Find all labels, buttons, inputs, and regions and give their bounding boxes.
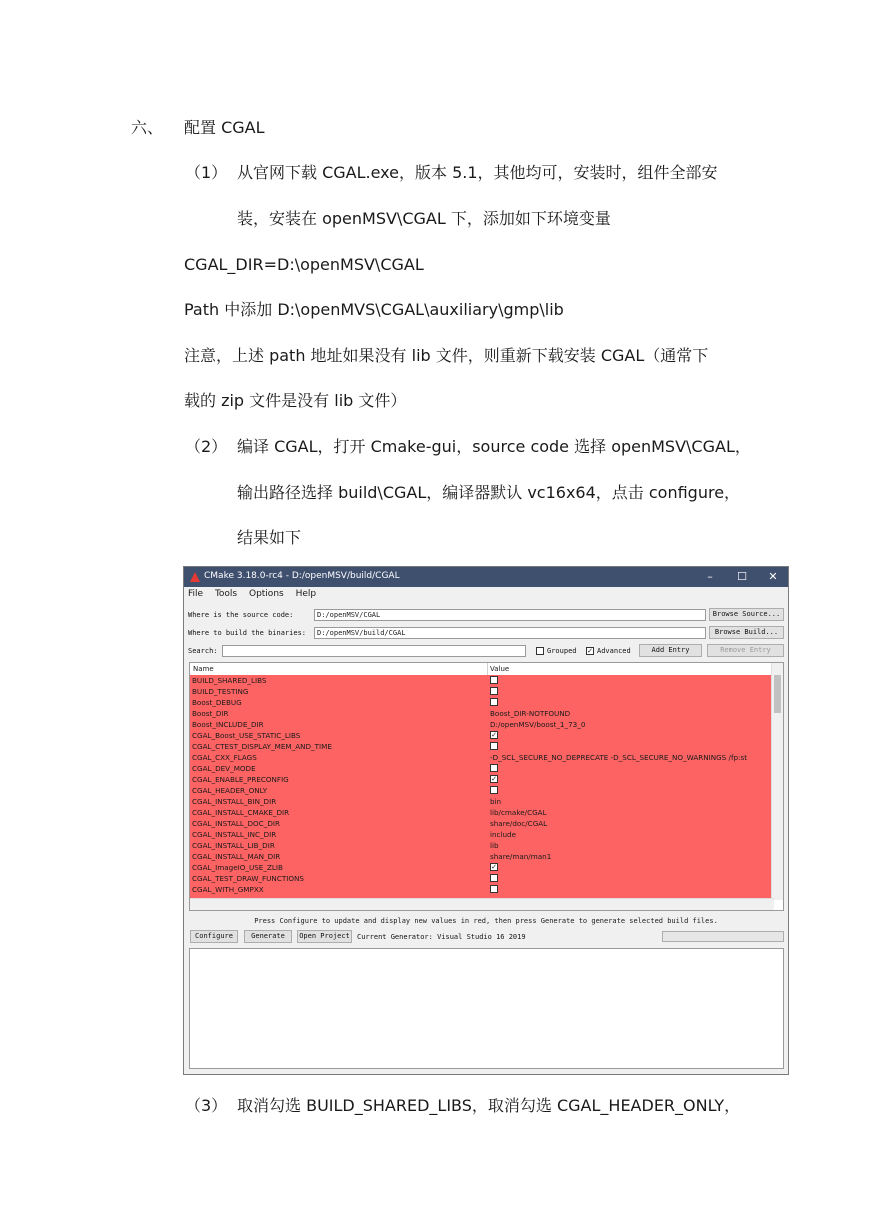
table-row[interactable] (190, 719, 774, 730)
note-line1: 注意，上述 path 地址如果没有 lib 文件，则重新下载安装 CGAL（通常下 (184, 346, 709, 365)
step2-line3: 结果如下 (237, 528, 302, 547)
minimize-button[interactable]: – (707, 570, 713, 583)
row-name: Boost_INCLUDE_DIR (192, 720, 264, 729)
row-name: CGAL_INSTALL_CMAKE_DIR (192, 808, 290, 817)
row-name: CGAL_INSTALL_MAN_DIR (192, 852, 281, 861)
advanced-checkbox[interactable]: ✓ (587, 647, 593, 655)
cmake-window-title: CMake 3.18.0-rc4 - D:/openMSV/build/CGAL (204, 571, 400, 581)
source-label: Where is the source code: (188, 611, 294, 619)
close-button[interactable]: ✕ (768, 570, 778, 583)
build-input[interactable]: D:/openMSV/build/CGAL (314, 627, 706, 639)
add-entry-button[interactable]: Add Entry (639, 644, 702, 657)
menu-bar (188, 589, 325, 599)
row-value-checkbox[interactable]: ✓ (491, 863, 497, 871)
row-value-checkbox[interactable]: ✓ (491, 775, 497, 783)
table-row[interactable] (190, 686, 774, 697)
table-row[interactable] (190, 873, 774, 884)
row-value[interactable]: share/man/man1 (490, 852, 552, 861)
open-project-button[interactable]: Open Project (297, 930, 352, 943)
search-label: Search: (188, 647, 218, 655)
table-row[interactable] (190, 785, 774, 796)
row-value[interactable]: -D_SCL_SECURE_NO_DEPRECATE -D_SCL_SECURE_NO_WARNINGS /fp:st (490, 753, 748, 762)
section-number: 六、 (131, 118, 164, 137)
row-value[interactable]: lib/cmake/CGAL (490, 808, 547, 817)
menu-tools[interactable]: Tools (214, 589, 238, 599)
section-title: 配置 CGAL (184, 118, 265, 137)
source-input[interactable]: D:/openMSV/CGAL (314, 609, 706, 621)
row-value-checkbox[interactable] (490, 698, 498, 706)
row-name: CGAL_Boost_USE_STATIC_LIBS (192, 731, 301, 740)
row-value[interactable]: bin (490, 797, 502, 806)
cmake-titlebar (184, 567, 788, 587)
configure-button[interactable]: Configure (190, 930, 238, 943)
browse-build-button[interactable]: Browse Build... (709, 626, 784, 639)
env-path: Path 中添加 D:\openMVS\CGAL\auxiliary\gmp\lib (184, 300, 564, 319)
table-row[interactable] (190, 807, 774, 818)
vertical-scrollbar[interactable] (771, 663, 783, 900)
step1-line2: 装，安装在 openMSV\CGAL 下，添加如下环境变量 (237, 209, 611, 228)
cache-table (189, 662, 784, 911)
row-name: CGAL_DEV_MODE (192, 764, 256, 773)
configure-hint: Press Configure to update and display new values in red, then press Generate to generate selected build files. (254, 917, 718, 925)
row-value[interactable]: lib (490, 841, 499, 850)
step3-number: （3） (185, 1096, 228, 1115)
table-row[interactable] (190, 708, 774, 719)
row-name: CGAL_WITH_GMPXX (192, 885, 264, 894)
table-row[interactable] (190, 796, 774, 807)
row-name: Boost_DEBUG (192, 698, 242, 707)
row-value-checkbox[interactable] (490, 885, 498, 893)
table-row[interactable] (190, 818, 774, 829)
row-value[interactable]: share/doc/CGAL (490, 819, 548, 828)
advanced-label: Advanced (597, 647, 631, 655)
table-row[interactable] (190, 763, 774, 774)
row-value-checkbox[interactable] (490, 742, 498, 750)
table-row[interactable] (190, 829, 774, 840)
grouped-label: Grouped (547, 647, 577, 655)
row-value-checkbox[interactable] (490, 764, 498, 772)
progress-bar (662, 931, 784, 942)
menu-options[interactable]: Options (248, 589, 284, 599)
cmake-window (183, 566, 789, 1075)
row-value[interactable]: include (490, 830, 517, 839)
row-value-checkbox[interactable] (490, 874, 498, 882)
table-row[interactable] (190, 774, 774, 785)
table-row[interactable] (190, 851, 774, 862)
row-name: CGAL_ENABLE_PRECONFIG (192, 775, 289, 784)
table-row[interactable] (190, 840, 774, 851)
step3-line1: 取消勾选 BUILD_SHARED_LIBS，取消勾选 CGAL_HEADER_ONLY， (237, 1096, 741, 1115)
table-row[interactable] (190, 741, 774, 752)
row-value-checkbox[interactable] (490, 676, 498, 684)
note-line2: 载的 zip 文件是没有 lib 文件） (184, 391, 407, 410)
current-generator: Current Generator: Visual Studio 16 2019 (357, 933, 526, 941)
menu-help[interactable]: Help (295, 589, 317, 599)
horizontal-scrollbar[interactable] (190, 898, 774, 910)
step1-line1: 从官网下载 CGAL.exe，版本 5.1，其他均可，安装时，组件全部安 (237, 163, 718, 182)
cmake-logo-icon (190, 572, 200, 582)
browse-source-button[interactable]: Browse Source... (709, 608, 784, 621)
table-row[interactable] (190, 730, 774, 741)
table-rows (190, 675, 774, 900)
row-value-checkbox[interactable] (490, 687, 498, 695)
row-value[interactable]: Boost_DIR-NOTFOUND (490, 709, 571, 718)
step2-line2: 输出路径选择 build\CGAL，编译器默认 vc16x64，点击 configure， (237, 483, 741, 502)
row-name: CGAL_INSTALL_DOC_DIR (192, 819, 280, 828)
row-value-checkbox[interactable]: ✓ (491, 731, 497, 739)
row-name: CGAL_HEADER_ONLY (192, 786, 268, 795)
env-cgal-dir: CGAL_DIR=D:\openMSV\CGAL (184, 255, 424, 274)
remove-entry-button[interactable]: Remove Entry (707, 644, 784, 657)
build-label: Where to build the binaries: (188, 629, 307, 637)
column-name[interactable]: Name (193, 665, 214, 673)
row-name: BUILD_TESTING (192, 687, 249, 696)
table-row[interactable] (190, 884, 774, 895)
menu-file[interactable]: File (188, 589, 204, 599)
row-value[interactable]: D:/openMSV/boost_1_73_0 (490, 720, 586, 729)
grouped-checkbox[interactable] (536, 647, 544, 655)
row-name: CGAL_CTEST_DISPLAY_MEM_AND_TIME (192, 742, 332, 751)
row-name: CGAL_ImageIO_USE_ZLIB (192, 863, 283, 872)
row-name: BUILD_SHARED_LIBS (192, 676, 267, 685)
maximize-button[interactable]: ☐ (737, 570, 747, 583)
row-value-checkbox[interactable] (490, 786, 498, 794)
row-name: CGAL_CXX_FLAGS (192, 753, 257, 762)
search-input[interactable] (222, 645, 526, 657)
step1-number: （1） (185, 163, 228, 182)
row-name: CGAL_INSTALL_BIN_DIR (192, 797, 277, 806)
step2-line1: 编译 CGAL，打开 Cmake-gui，source code 选择 openMSV\CGAL， (237, 437, 751, 456)
table-row[interactable] (190, 752, 774, 763)
table-row[interactable] (190, 697, 774, 708)
output-log[interactable] (189, 948, 784, 1069)
row-name: Boost_DIR (192, 709, 229, 718)
row-name: CGAL_TEST_DRAW_FUNCTIONS (192, 874, 304, 883)
generate-button[interactable]: Generate (244, 930, 292, 943)
column-value[interactable]: Value (490, 665, 510, 673)
table-row[interactable] (190, 675, 774, 686)
table-row[interactable] (190, 862, 774, 873)
row-name: CGAL_INSTALL_LIB_DIR (192, 841, 275, 850)
step2-number: （2） (185, 437, 228, 456)
row-name: CGAL_INSTALL_INC_DIR (192, 830, 277, 839)
